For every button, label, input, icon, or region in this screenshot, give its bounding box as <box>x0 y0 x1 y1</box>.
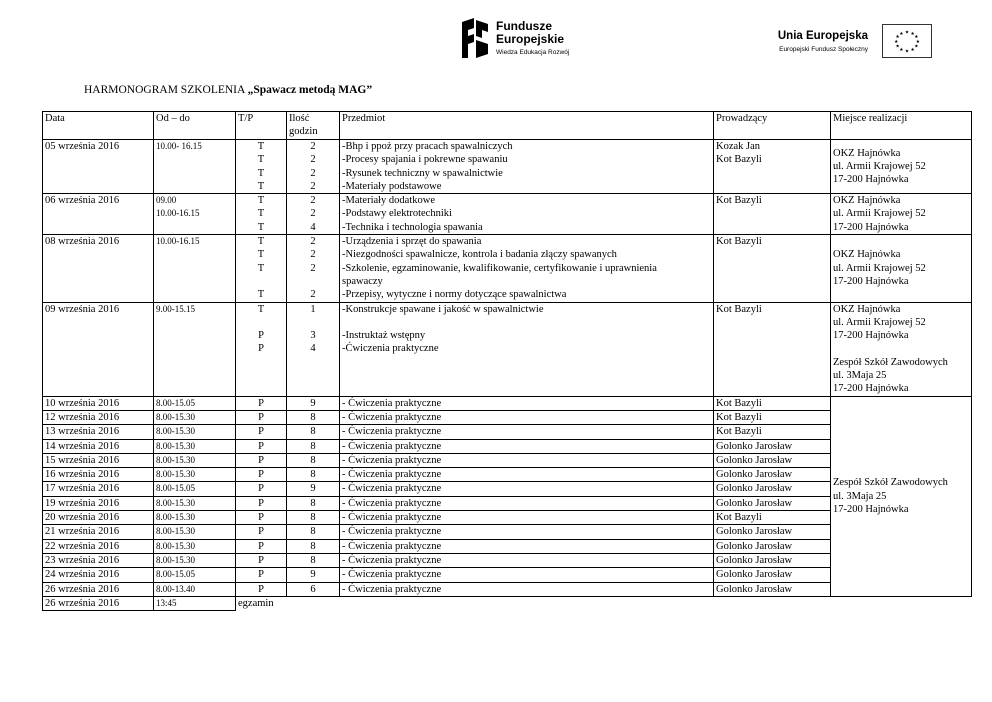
instructor-cell: Golonko Jarosław <box>714 439 831 453</box>
exam-label: egzamin <box>236 596 972 610</box>
header-date: Data <box>43 112 154 140</box>
subject-cell <box>340 302 714 396</box>
tp-value: P <box>258 330 264 342</box>
tp-value: T <box>257 195 265 207</box>
place-cell <box>831 140 972 194</box>
place-line: OKZ Hajnówka <box>833 147 901 159</box>
instructor-cell: Golonko Jarosław <box>714 568 831 582</box>
page-title <box>84 84 372 96</box>
place-line: ul. Armii Krajowej 52 <box>833 160 926 172</box>
hours-value: 2 <box>310 249 316 261</box>
practice-rows <box>43 396 972 596</box>
header-instructor: Prowadzący <box>714 112 831 140</box>
subject-cell <box>340 235 714 302</box>
hours-value: 2 <box>310 208 316 220</box>
subject-line: -Technika i technologia spawania <box>342 221 483 233</box>
fe-logo-line3: Wiedza Edukacja Rozwój <box>496 49 570 56</box>
tp-value: T <box>257 249 265 261</box>
date-cell: 10 września 2016 <box>43 396 154 410</box>
instructor-cell: Golonko Jarosław <box>714 453 831 467</box>
time-cell: 8.00-13.40 <box>154 582 236 596</box>
tp-cell <box>236 235 287 302</box>
place-cell <box>831 194 972 235</box>
subject-line: -Urządzenia i sprzęt do spawania <box>342 236 482 248</box>
hours-cell: 8 <box>287 468 340 482</box>
subject-line: -Niezgodności spawalnicze, kontrola i badania złączy spawanych <box>342 249 617 261</box>
hours-value: 4 <box>310 343 316 355</box>
subject-cell: - Ćwiczenia praktyczne <box>340 539 714 553</box>
subject-line: -Szkolenie, egzaminowanie, kwalifikowanie, certyfikowanie i uprawnienia <box>342 262 657 274</box>
date-cell: 21 września 2016 <box>43 525 154 539</box>
fundusze-europejskie-mark-icon <box>462 18 488 58</box>
time-cell: 9.00-15.15 <box>154 302 236 396</box>
time-cell: 8.00-15.30 <box>154 439 236 453</box>
time-cell: 8.00-15.30 <box>154 511 236 525</box>
instructor-cell: Kot Bazyli <box>714 396 831 410</box>
instructor-cell: Kot Bazyli <box>714 410 831 424</box>
hours-cell: 8 <box>287 410 340 424</box>
subject-cell: - Ćwiczenia praktyczne <box>340 425 714 439</box>
instructor-cell: Golonko Jarosław <box>714 482 831 496</box>
hours-value: 2 <box>310 180 316 192</box>
tp-value: T <box>257 180 265 192</box>
hours-cell <box>287 235 340 302</box>
time-cell: 10.00- 16.15 <box>154 140 236 194</box>
header-subject: Przedmiot <box>340 112 714 140</box>
subject-cell: - Ćwiczenia praktyczne <box>340 396 714 410</box>
subject-line: -Instruktaż wstępny <box>342 330 426 342</box>
time-cell: 13:45 <box>154 596 236 610</box>
subject-line: -Procesy spajania i pokrewne spawaniu <box>342 154 508 166</box>
place-line: 17-200 Hajnówka <box>833 503 909 515</box>
tp-value: P <box>258 343 264 355</box>
instructor-cell: Kot Bazyli <box>714 235 831 302</box>
place-cell <box>831 396 972 596</box>
place-line: OKZ Hajnówka <box>833 303 901 315</box>
hours-cell: 6 <box>287 582 340 596</box>
svg-text:★: ★ <box>894 39 899 45</box>
hours-value: 2 <box>310 141 316 152</box>
instructor-cell: Kot Bazyli <box>714 194 831 235</box>
time-cell: 8.00-15.30 <box>154 425 236 439</box>
date-cell: 24 września 2016 <box>43 568 154 582</box>
hours-cell <box>287 194 340 235</box>
place-line: ul. Armii Krajowej 52 <box>833 316 926 328</box>
tp-value: T <box>257 141 265 152</box>
subject-line: -Bhp i ppoż przy pracach spawalniczych <box>342 141 513 152</box>
tp-value: T <box>257 262 265 274</box>
time-cell: 8.00-15.30 <box>154 496 236 510</box>
place-line: Zespół Szkół Zawodowych <box>833 477 948 489</box>
time-cell: 8.00-15.30 <box>154 525 236 539</box>
svg-text:★: ★ <box>910 47 915 53</box>
ue-logo-line1: Unia Europejska <box>777 30 868 42</box>
time-cell <box>154 194 236 235</box>
tp-cell: P <box>236 396 287 410</box>
place-line: 17-200 Hajnówka <box>833 221 909 233</box>
instructor-cell: Golonko Jarosław <box>714 525 831 539</box>
header-place: Miejsce realizacji <box>831 112 972 140</box>
hours-cell: 9 <box>287 482 340 496</box>
subject-line: -Ćwiczenia praktyczne <box>342 343 439 355</box>
subject-cell: - Ćwiczenia praktyczne <box>340 453 714 467</box>
time-cell: 8.00-15.05 <box>154 482 236 496</box>
time-cell: 8.00-15.05 <box>154 568 236 582</box>
place-cell <box>831 302 972 396</box>
subject-cell: - Ćwiczenia praktyczne <box>340 525 714 539</box>
subject-cell: - Ćwiczenia praktyczne <box>340 410 714 424</box>
tp-cell: P <box>236 410 287 424</box>
instructor-cell: Golonko Jarosław <box>714 539 831 553</box>
hours-value: 2 <box>310 195 316 207</box>
subject-line: -Przepisy, wytyczne i normy dotyczące spawalnictwa <box>342 289 567 301</box>
subject-line: -Rysunek techniczny w spawalnictwie <box>342 167 503 179</box>
tp-cell <box>236 302 287 396</box>
table-row <box>43 140 972 194</box>
date-cell: 09 września 2016 <box>43 302 154 396</box>
subject-cell: - Ćwiczenia praktyczne <box>340 468 714 482</box>
place-line: ul. 3Maja 25 <box>833 490 887 502</box>
hours-cell: 8 <box>287 539 340 553</box>
tp-cell: P <box>236 439 287 453</box>
hours-cell: 8 <box>287 439 340 453</box>
time-cell: 8.00-15.30 <box>154 410 236 424</box>
time-cell: 8.00-15.30 <box>154 553 236 567</box>
hours-value: 2 <box>310 154 316 166</box>
subject-line: -Podstawy elektrotechniki <box>342 208 452 220</box>
subject-cell: - Ćwiczenia praktyczne <box>340 511 714 525</box>
svg-text:★: ★ <box>895 35 900 41</box>
place-line: 17-200 Hajnówka <box>833 275 909 287</box>
place-line: ul. 3Maja 25 <box>833 370 887 382</box>
subject-cell: - Ćwiczenia praktyczne <box>340 553 714 567</box>
place-line: 17-200 Hajnówka <box>833 174 909 186</box>
fe-logo-line1: Fundusze <box>496 19 552 33</box>
hours-cell: 8 <box>287 496 340 510</box>
hours-cell <box>287 302 340 396</box>
time-value: 09.00 <box>156 195 177 206</box>
place-line: 17-200 Hajnówka <box>833 383 909 395</box>
instructor-cell <box>714 140 831 194</box>
hours-value: 3 <box>310 330 316 342</box>
header-hours: Ilość godzin <box>287 112 340 140</box>
date-cell: 26 września 2016 <box>43 582 154 596</box>
table-row <box>43 396 972 410</box>
subject-line: -Materiały podstawowe <box>342 180 442 192</box>
place-cell <box>831 235 972 302</box>
hours-cell: 8 <box>287 453 340 467</box>
title-course-name: „Spawacz metodą MAG” <box>247 84 373 96</box>
tp-value: T <box>257 154 265 166</box>
place-line: OKZ Hajnówka <box>833 195 901 207</box>
table-row <box>43 235 972 302</box>
time-cell: 8.00-15.05 <box>154 396 236 410</box>
fundusze-europejskie-logo <box>462 18 602 66</box>
hours-value: 4 <box>310 221 316 233</box>
instructor-name: Kozak Jan <box>716 141 761 152</box>
tp-cell <box>236 194 287 235</box>
place-line: OKZ Hajnówka <box>833 249 901 261</box>
time-cell: 10.00-16.15 <box>154 235 236 302</box>
svg-text:★: ★ <box>910 31 915 37</box>
instructor-cell: Golonko Jarosław <box>714 496 831 510</box>
subject-line: spawaczy <box>342 275 383 287</box>
header-tp: T/P <box>236 112 287 140</box>
schedule-table <box>42 111 972 611</box>
tp-cell: P <box>236 425 287 439</box>
hours-cell: 9 <box>287 396 340 410</box>
tp-cell: P <box>236 539 287 553</box>
svg-text:★: ★ <box>899 47 904 53</box>
exam-row <box>43 596 972 610</box>
hours-cell: 8 <box>287 525 340 539</box>
hours-cell: 8 <box>287 553 340 567</box>
svg-text:★: ★ <box>915 39 920 45</box>
instructor-name: Kot Bazyli <box>716 154 762 166</box>
subject-cell: - Ćwiczenia praktyczne <box>340 482 714 496</box>
eu-flag-icon <box>882 24 932 58</box>
date-cell: 15 września 2016 <box>43 453 154 467</box>
hours-cell: 9 <box>287 568 340 582</box>
subject-line: -Materiały dodatkowe <box>342 195 436 207</box>
subject-cell: - Ćwiczenia praktyczne <box>340 439 714 453</box>
header-row <box>43 112 972 140</box>
tp-cell <box>236 140 287 194</box>
svg-text:★: ★ <box>895 44 900 50</box>
date-cell: 22 września 2016 <box>43 539 154 553</box>
svg-text:★: ★ <box>914 35 919 41</box>
date-cell: 14 września 2016 <box>43 439 154 453</box>
instructor-cell: Kot Bazyli <box>714 302 831 396</box>
title-prefix: HARMONOGRAM SZKOLENIA <box>84 84 248 96</box>
date-cell: 08 września 2016 <box>43 235 154 302</box>
tp-value: T <box>257 221 265 233</box>
subject-cell <box>340 140 714 194</box>
date-cell: 05 września 2016 <box>43 140 154 194</box>
subject-cell: - Ćwiczenia praktyczne <box>340 496 714 510</box>
fe-logo-line2: Europejskie <box>496 32 565 46</box>
hours-cell <box>287 140 340 194</box>
hours-value: 2 <box>310 167 316 179</box>
table-row <box>43 194 972 235</box>
date-cell: 19 września 2016 <box>43 496 154 510</box>
hours-value: 1 <box>310 303 316 315</box>
date-cell: 16 września 2016 <box>43 468 154 482</box>
date-cell: 23 września 2016 <box>43 553 154 567</box>
unia-europejska-logo <box>752 24 932 68</box>
date-cell: 06 września 2016 <box>43 194 154 235</box>
svg-text:★: ★ <box>904 49 910 55</box>
place-line: Zespół Szkół Zawodowych <box>833 356 948 368</box>
tp-value: T <box>257 167 265 179</box>
date-cell: 20 września 2016 <box>43 511 154 525</box>
instructor-cell: Golonko Jarosław <box>714 582 831 596</box>
tp-value: T <box>257 236 265 248</box>
time-cell: 8.00-15.30 <box>154 539 236 553</box>
svg-text:★: ★ <box>899 31 904 37</box>
instructor-cell: Golonko Jarosław <box>714 468 831 482</box>
time-cell: 8.00-15.30 <box>154 453 236 467</box>
place-line: 17-200 Hajnówka <box>833 330 909 342</box>
time-cell: 8.00-15.30 <box>154 468 236 482</box>
tp-cell: P <box>236 553 287 567</box>
date-cell: 13 września 2016 <box>43 425 154 439</box>
header-time: Od – do <box>154 112 236 140</box>
instructor-cell: Kot Bazyli <box>714 425 831 439</box>
hours-cell: 8 <box>287 511 340 525</box>
date-cell: 17 września 2016 <box>43 482 154 496</box>
table-row <box>43 302 972 396</box>
instructor-cell: Kot Bazyli <box>714 511 831 525</box>
time-value: 10.00-16.15 <box>156 208 200 219</box>
ue-logo-line2: Europejski Fundusz Społeczny <box>779 46 868 53</box>
tp-cell: P <box>236 482 287 496</box>
tp-cell: P <box>236 525 287 539</box>
hours-value: 2 <box>310 262 316 274</box>
tp-value: T <box>257 303 265 315</box>
hours-value: 2 <box>310 289 316 301</box>
tp-cell: P <box>236 453 287 467</box>
subject-line: -Konstrukcje spawane i jakość w spawalnictwie <box>342 303 544 315</box>
date-cell: 12 września 2016 <box>43 410 154 424</box>
subject-cell: - Ćwiczenia praktyczne <box>340 582 714 596</box>
svg-text:★: ★ <box>904 30 910 36</box>
svg-text:★: ★ <box>914 44 919 50</box>
instructor-cell: Golonko Jarosław <box>714 553 831 567</box>
tp-cell: P <box>236 568 287 582</box>
date-cell: 26 września 2016 <box>43 596 154 610</box>
tp-cell: P <box>236 582 287 596</box>
tp-cell: P <box>236 468 287 482</box>
place-line: ul. Armii Krajowej 52 <box>833 262 926 274</box>
tp-cell: P <box>236 496 287 510</box>
hours-value: 2 <box>310 236 316 248</box>
place-line: ul. Armii Krajowej 52 <box>833 208 926 220</box>
tp-value: T <box>257 208 265 220</box>
subject-cell: - Ćwiczenia praktyczne <box>340 568 714 582</box>
hours-cell: 8 <box>287 425 340 439</box>
tp-value: T <box>257 289 265 301</box>
subject-cell <box>340 194 714 235</box>
tp-cell: P <box>236 511 287 525</box>
